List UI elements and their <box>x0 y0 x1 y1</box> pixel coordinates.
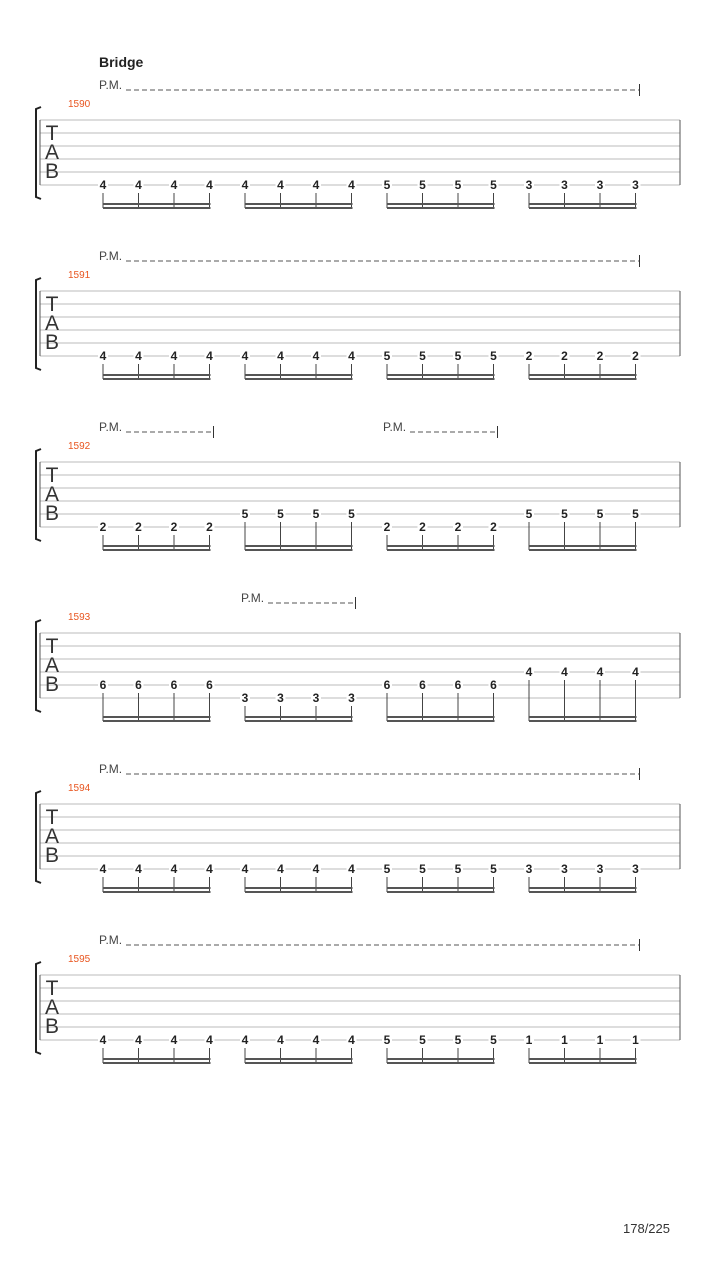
fret-number: 4 <box>561 665 568 679</box>
fret-number: 3 <box>561 862 568 876</box>
fret-number: 5 <box>596 507 604 521</box>
fret-number: 6 <box>454 678 462 692</box>
fret-number: 1 <box>596 1033 604 1047</box>
tab-clef-letter: T <box>45 635 59 658</box>
fret-number: 2 <box>383 520 391 534</box>
beam-primary <box>103 203 211 205</box>
tab-clef-letter: T <box>45 806 59 829</box>
fret-number: 2 <box>170 520 178 534</box>
tab-clef-letter: T <box>45 464 59 487</box>
tab-clef-letter: B <box>44 673 60 696</box>
beam-secondary <box>529 378 637 380</box>
beam-primary <box>529 203 637 205</box>
fret-number: 6 <box>170 678 178 692</box>
fret-number: 3 <box>525 178 533 192</box>
tab-clef-letter: A <box>44 996 60 1019</box>
fret-number: 4 <box>170 349 178 363</box>
beam-secondary <box>245 549 353 551</box>
beam-primary <box>529 716 637 718</box>
beam-secondary <box>529 549 637 551</box>
beam-primary <box>245 203 353 205</box>
fret-number: 4 <box>170 178 178 192</box>
fret-number: 5 <box>419 349 426 363</box>
beam-primary <box>103 374 211 376</box>
fret-number: 4 <box>632 665 639 679</box>
beam-secondary <box>103 378 211 380</box>
fret-number: 4 <box>277 1033 284 1047</box>
fret-number: 4 <box>277 349 284 363</box>
beam-primary <box>103 716 211 718</box>
fret-number: 2 <box>632 349 639 363</box>
tab-clef-letter: A <box>44 483 60 506</box>
fret-number: 4 <box>99 349 107 363</box>
beam-secondary <box>387 549 495 551</box>
beam-primary <box>387 203 495 205</box>
fret-number: 6 <box>99 678 107 692</box>
fret-number: 2 <box>99 520 107 534</box>
fret-number: 5 <box>490 1033 497 1047</box>
section-label: Bridge <box>99 54 144 70</box>
fret-number: 2 <box>454 520 462 534</box>
beam-secondary <box>529 1062 637 1064</box>
fret-number: 5 <box>454 178 462 192</box>
fret-number: 4 <box>135 862 142 876</box>
fret-number: 4 <box>312 1033 320 1047</box>
fret-number: 3 <box>241 691 249 705</box>
page-number: 178/225 <box>623 1221 670 1236</box>
fret-number: 4 <box>348 862 355 876</box>
fret-number: 3 <box>632 862 639 876</box>
measure-number: 1590 <box>68 99 91 110</box>
fret-number: 5 <box>454 1033 462 1047</box>
fret-number: 6 <box>383 678 391 692</box>
fret-number: 4 <box>170 1033 178 1047</box>
fret-number: 6 <box>490 678 497 692</box>
beam-primary <box>245 887 353 889</box>
beam-secondary <box>387 378 495 380</box>
fret-number: 5 <box>454 349 462 363</box>
fret-number: 4 <box>99 862 107 876</box>
fret-number: 4 <box>206 178 213 192</box>
tab-clef-letter: B <box>44 160 60 183</box>
tab-clef-letter: A <box>44 654 60 677</box>
beam-primary <box>245 545 353 547</box>
beam-primary <box>529 887 637 889</box>
fret-number: 4 <box>206 1033 213 1047</box>
beam-primary <box>529 545 637 547</box>
fret-number: 4 <box>312 178 320 192</box>
beam-primary <box>529 1058 637 1060</box>
beam-secondary <box>387 1062 495 1064</box>
tab-clef-letter: A <box>44 825 60 848</box>
beam-secondary <box>529 891 637 893</box>
fret-number: 4 <box>135 349 142 363</box>
fret-number: 5 <box>383 349 391 363</box>
fret-number: 5 <box>277 507 284 521</box>
fret-number: 3 <box>525 862 533 876</box>
palm-mute-label: P.M. <box>99 78 123 92</box>
tab-clef-letter: T <box>45 122 59 145</box>
fret-number: 5 <box>419 862 426 876</box>
fret-number: 4 <box>277 862 284 876</box>
palm-mute-label: P.M. <box>99 762 123 776</box>
tab-clef-letter: B <box>44 1015 60 1038</box>
measure-number: 1593 <box>68 612 91 623</box>
fret-number: 1 <box>525 1033 533 1047</box>
fret-number: 3 <box>596 178 604 192</box>
fret-number: 4 <box>206 862 213 876</box>
beam-primary <box>387 887 495 889</box>
fret-number: 4 <box>525 665 533 679</box>
fret-number: 4 <box>99 178 107 192</box>
fret-number: 5 <box>454 862 462 876</box>
beam-secondary <box>387 891 495 893</box>
fret-number: 4 <box>348 349 355 363</box>
fret-number: 5 <box>525 507 533 521</box>
beam-primary <box>387 545 495 547</box>
fret-number: 4 <box>135 1033 142 1047</box>
fret-number: 4 <box>135 178 142 192</box>
fret-number: 3 <box>596 862 604 876</box>
beam-primary <box>387 374 495 376</box>
tab-clef-letter: B <box>44 502 60 525</box>
palm-mute-label: P.M. <box>241 591 265 605</box>
fret-number: 1 <box>632 1033 639 1047</box>
fret-number: 1 <box>561 1033 568 1047</box>
fret-number: 4 <box>312 862 320 876</box>
palm-mute-label: P.M. <box>99 420 123 434</box>
fret-number: 4 <box>170 862 178 876</box>
fret-number: 5 <box>383 178 391 192</box>
beam-primary <box>245 716 353 718</box>
fret-number: 2 <box>561 349 568 363</box>
fret-number: 3 <box>312 691 320 705</box>
fret-number: 3 <box>277 691 284 705</box>
beam-secondary <box>245 378 353 380</box>
beam-primary <box>103 545 211 547</box>
beam-primary <box>387 1058 495 1060</box>
measure-number: 1594 <box>68 783 91 794</box>
fret-number: 2 <box>135 520 142 534</box>
beam-secondary <box>245 891 353 893</box>
fret-number: 4 <box>277 178 284 192</box>
fret-number: 2 <box>525 349 533 363</box>
beam-secondary <box>103 891 211 893</box>
measure-number: 1592 <box>68 441 91 452</box>
tab-clef-letter: A <box>44 141 60 164</box>
fret-number: 6 <box>135 678 142 692</box>
fret-number: 4 <box>99 1033 107 1047</box>
fret-number: 4 <box>348 178 355 192</box>
fret-number: 4 <box>312 349 320 363</box>
fret-number: 5 <box>419 178 426 192</box>
fret-number: 4 <box>596 665 604 679</box>
tab-clef-letter: B <box>44 331 60 354</box>
tab-clef-letter: B <box>44 844 60 867</box>
beam-secondary <box>103 1062 211 1064</box>
fret-number: 5 <box>383 1033 391 1047</box>
fret-number: 3 <box>561 178 568 192</box>
fret-number: 2 <box>596 349 604 363</box>
beam-secondary <box>387 720 495 722</box>
fret-number: 5 <box>490 862 497 876</box>
beam-secondary <box>103 720 211 722</box>
tab-clef-letter: A <box>44 312 60 335</box>
measure-number: 1591 <box>68 270 91 281</box>
fret-number: 2 <box>206 520 213 534</box>
fret-number: 4 <box>206 349 213 363</box>
beam-primary <box>387 716 495 718</box>
fret-number: 6 <box>206 678 213 692</box>
fret-number: 5 <box>312 507 320 521</box>
fret-number: 4 <box>241 349 249 363</box>
tab-clef-letter: T <box>45 293 59 316</box>
fret-number: 2 <box>490 520 497 534</box>
palm-mute-label: P.M. <box>383 420 407 434</box>
fret-number: 5 <box>561 507 568 521</box>
beam-primary <box>245 374 353 376</box>
beam-primary <box>245 1058 353 1060</box>
fret-number: 6 <box>419 678 426 692</box>
beam-primary <box>103 887 211 889</box>
fret-number: 4 <box>241 1033 249 1047</box>
fret-number: 5 <box>490 349 497 363</box>
measure-number: 1595 <box>68 954 91 965</box>
beam-secondary <box>103 549 211 551</box>
palm-mute-label: P.M. <box>99 249 123 263</box>
fret-number: 4 <box>241 178 249 192</box>
beam-primary <box>529 374 637 376</box>
fret-number: 5 <box>419 1033 426 1047</box>
fret-number: 3 <box>632 178 639 192</box>
tab-clef-letter: T <box>45 977 59 1000</box>
beam-secondary <box>245 720 353 722</box>
fret-number: 5 <box>490 178 497 192</box>
palm-mute-label: P.M. <box>99 933 123 947</box>
fret-number: 4 <box>241 862 249 876</box>
beam-secondary <box>103 207 211 209</box>
fret-number: 4 <box>348 1033 355 1047</box>
fret-number: 5 <box>348 507 355 521</box>
fret-number: 3 <box>348 691 355 705</box>
beam-secondary <box>529 720 637 722</box>
fret-number: 2 <box>419 520 426 534</box>
fret-number: 5 <box>632 507 639 521</box>
beam-primary <box>103 1058 211 1060</box>
fret-number: 5 <box>241 507 249 521</box>
beam-secondary <box>529 207 637 209</box>
beam-secondary <box>387 207 495 209</box>
fret-number: 5 <box>383 862 391 876</box>
beam-secondary <box>245 207 353 209</box>
beam-secondary <box>245 1062 353 1064</box>
